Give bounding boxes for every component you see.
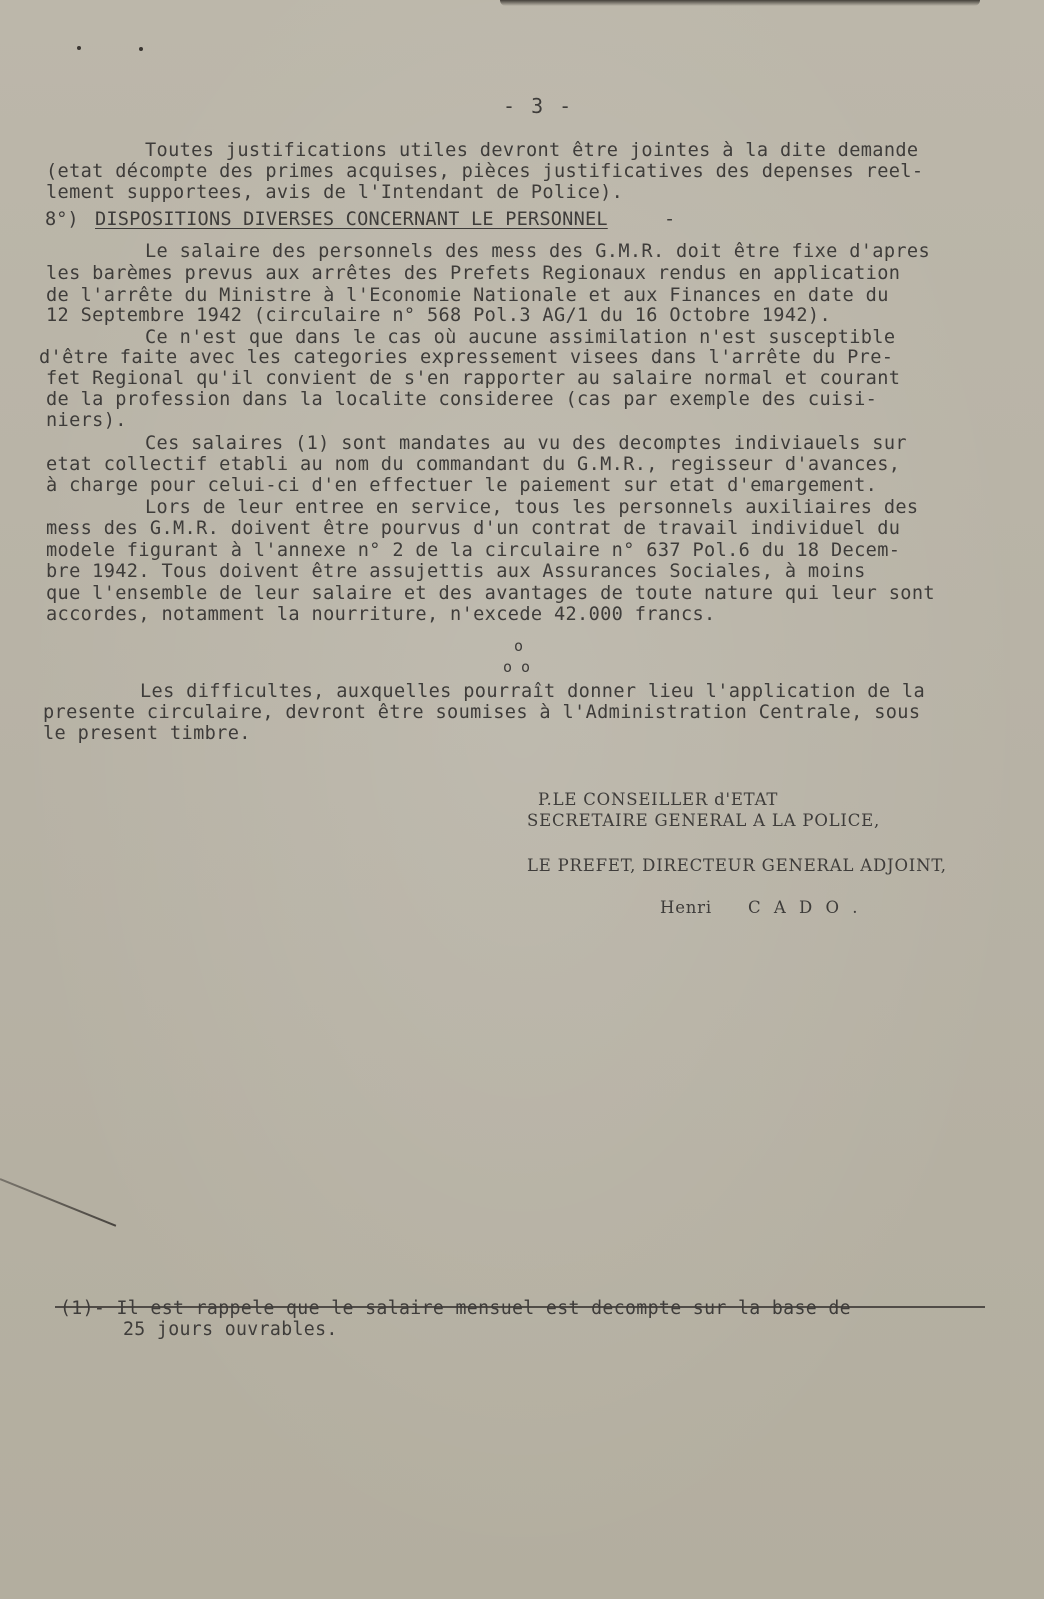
signature-line-3: LE PREFET, DIRECTEUR GENERAL ADJOINT, (527, 856, 947, 875)
paragraph-2-line-4: 12 Septembre 1942 (circulaire n° 568 Pol.3 AG/1 du 16 Octobre 1942). (46, 305, 832, 326)
paragraph-1-line-3: lement supportees, avis de l'Intendant de Police). (46, 182, 624, 203)
page-number: - 3 - (503, 94, 574, 118)
paragraph-3-line-1: Ce n'est que dans le cas où aucune assimilation n'est susceptible (145, 327, 896, 348)
paragraph-6-line-1: Les difficultes, auxquelles pourraît donner lieu l'application de la (140, 681, 926, 702)
signature-line-1: P.LE CONSEILLER d'ETAT (538, 790, 779, 809)
paragraph-4-line-3: à charge pour celui-ci d'en effectuer le paiement sur etat d'emargement. (46, 475, 878, 496)
paragraph-5-line-6: accordes, notamment la nourriture, n'excede 42.000 francs. (46, 604, 716, 625)
section-number: 8°) (45, 209, 79, 230)
paragraph-3-line-2: d'être faite avec les categories expressement visees dans l'arrête du Pre- (39, 347, 894, 368)
paragraph-4-line-1: Ces salaires (1) sont mandates au vu des decomptes indiviauels sur (145, 433, 907, 454)
punch-mark-right (139, 47, 143, 51)
paragraph-3-line-4: de la profession dans la localite consideree (cas par exemple des cuisi- (46, 389, 878, 410)
section-heading-dash: - (664, 209, 676, 230)
page-top-shadow (500, 0, 980, 6)
paragraph-5-line-3: modele figurant à l'annexe n° 2 de la circulaire n° 637 Pol.6 du 18 Decem- (46, 540, 901, 561)
paragraph-5-line-1: Lors de leur entree en service, tous les personnels auxiliaires des (145, 497, 919, 518)
paragraph-2-line-1: Le salaire des personnels des mess des G.M.R. doit être fixe d'apres (145, 241, 931, 262)
footnote-line-1: (1)- Il est rappele que le salaire mensuel est decompte sur la base de (60, 1298, 851, 1319)
signatory-first-name: Henri (660, 898, 712, 917)
paragraph-5-line-4: bre 1942. Tous doivent être assujettis aux Assurances Sociales, à moins (46, 561, 866, 582)
paragraph-4-line-2: etat collectif etabli au nom du commandant du G.M.R., regisseur d'avances, (46, 454, 901, 475)
footnote-line-2: 25 jours ouvrables. (123, 1319, 338, 1340)
separator-bottom-circles: o o (503, 658, 531, 676)
paragraph-5-line-2: mess des G.M.R. doivent être pourvus d'un contrat de travail individuel du (46, 518, 901, 539)
paragraph-2-line-2: les barèmes prevus aux arrêtes des Prefets Regionaux rendus en application (46, 263, 901, 284)
paragraph-3-line-5: niers). (46, 410, 127, 431)
section-heading: DISPOSITIONS DIVERSES CONCERNANT LE PERSONNEL (95, 209, 608, 230)
stray-pen-mark (0, 1178, 116, 1227)
paragraph-1-line-2: (etat décompte des primes acquises, pièces justificatives des depenses reel- (46, 161, 924, 182)
paragraph-5-line-5: que l'ensemble de leur salaire et des avantages de toute nature qui leur sont (46, 583, 935, 604)
signature-line-2: SECRETAIRE GENERAL A LA POLICE, (527, 811, 881, 830)
paragraph-1-line-1: Toutes justifications utiles devront être jointes à la dite demande (145, 140, 919, 161)
signatory-last-name: C A D O . (748, 898, 862, 917)
separator-top-circle: o (514, 637, 524, 655)
paragraph-3-line-3: fet Regional qu'il convient de s'en rapporter au salaire normal et courant (46, 368, 901, 389)
paragraph-2-line-3: de l'arrête du Ministre à l'Economie Nationale et aux Finances en date du (46, 285, 889, 306)
punch-mark-left (77, 46, 81, 50)
paragraph-6-line-2: presente circulaire, devront être soumises à l'Administration Centrale, sous (43, 702, 921, 723)
paragraph-6-line-3: le present timbre. (43, 723, 251, 744)
